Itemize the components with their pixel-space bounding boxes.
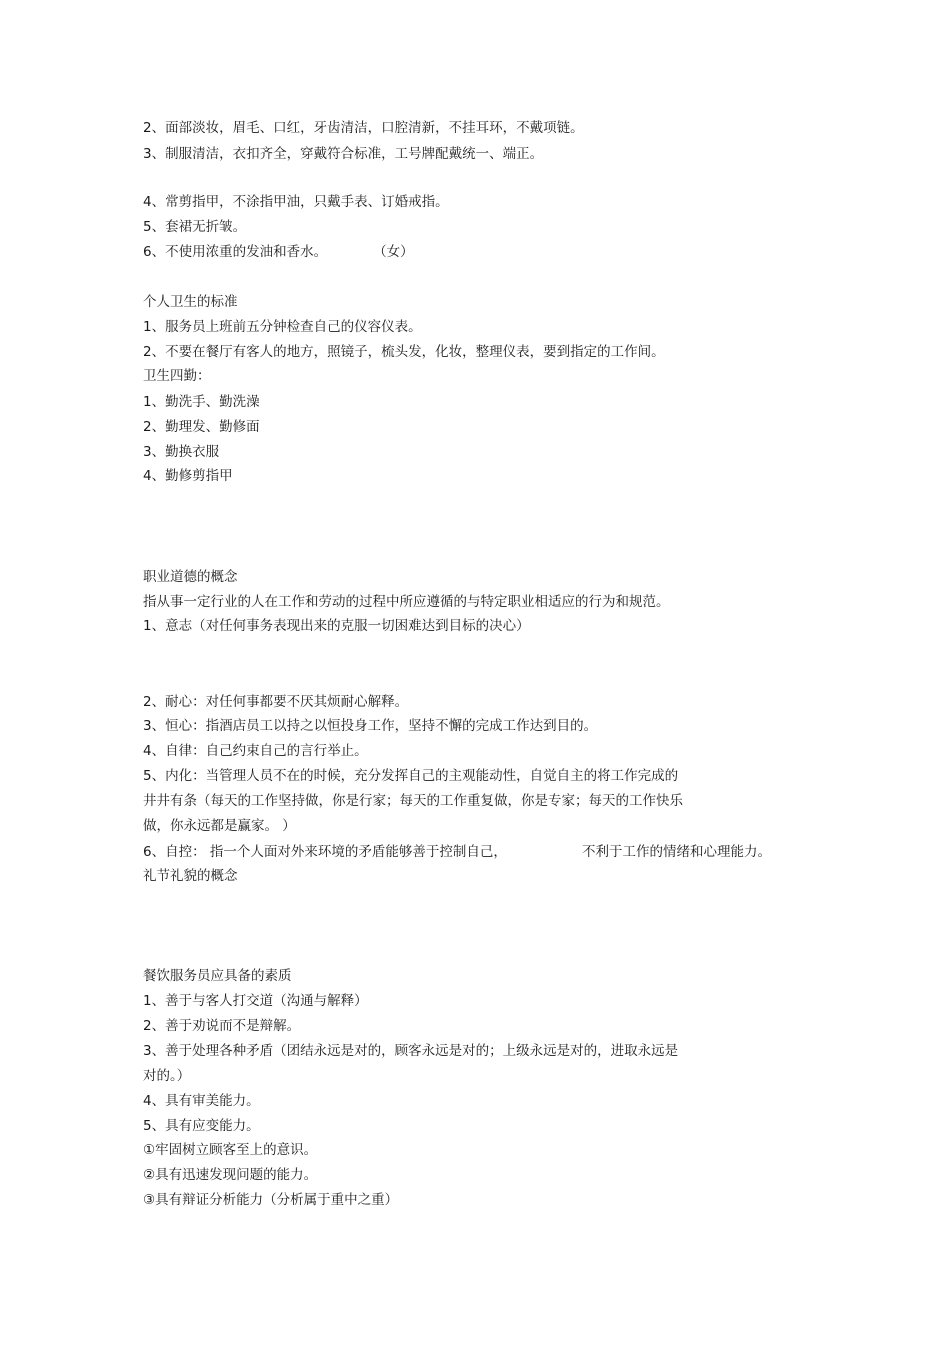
text-line: 3、制服清洁，衣扣齐全，穿戴符合标准，工号牌配戴统一、端正。 [143, 146, 544, 162]
text-segment: （女） [373, 244, 414, 260]
text-line [143, 243, 414, 261]
text-line: 2、面部淡妆，眉毛、口红，牙齿清洁，口腔清新，不挂耳环，不戴项链。 [143, 120, 584, 136]
text-line: 5、具有应变能力。 [143, 1118, 260, 1134]
text-line: 1、意志（对任何事务表现出来的克服一切困难达到目标的决心） [143, 618, 530, 634]
text-line: 指从事一定行业的人在工作和劳动的过程中所应遵循的与特定职业相适应的行为和规范。 [143, 594, 670, 610]
text-line: 3、恒心：指酒店员工以持之以恒投身工作，坚持不懈的完成工作达到目的。 [143, 718, 598, 734]
text-line: 不利于工作的情绪和心理能力。 [582, 844, 771, 860]
text-line: 2、耐心：对任何事都要不厌其烦耐心解释。 [143, 694, 409, 710]
text-line: 1、勤洗手、勤洗澡 [143, 394, 260, 410]
section-heading: 礼节礼貌的概念 [143, 868, 238, 884]
text-line: ①牢固树立顾客至上的意识。 [143, 1142, 318, 1158]
section-heading: 个人卫生的标准 [143, 294, 238, 310]
text-line: 4、常剪指甲，不涂指甲油，只戴手表、订婚戒指。 [143, 194, 449, 210]
text-line: 4、勤修剪指甲 [143, 468, 233, 484]
text-line: 2、不要在餐厅有客人的地方，照镜子，梳头发，化妆，整理仪表，要到指定的工作间。 [143, 344, 665, 360]
text-line: 3、善于处理各种矛盾（团结永远是对的，顾客永远是对的；上级永远是对的，进取永远是 [143, 1043, 679, 1059]
text-segment: 6、不使用浓重的发油和香水。 [143, 244, 328, 260]
text-line: 2、善于劝说而不是辩解。 [143, 1018, 301, 1034]
text-line: 5、内化：当管理人员不在的时候，充分发挥自己的主观能动性，自觉自主的将工作完成的 [143, 768, 679, 784]
text-line: 对的。） [143, 1068, 191, 1084]
text-line: 6、自控： 指一个人面对外来环境的矛盾能够善于控制自己， [143, 844, 507, 860]
text-line: 5、套裙无折皱。 [143, 219, 247, 235]
text-line: 井井有条（每天的工作坚持做，你是行家；每天的工作重复做，你是专家；每天的工作快乐 [143, 793, 683, 809]
section-subheading: 卫生四勤： [143, 368, 211, 384]
section-heading: 职业道德的概念 [143, 569, 238, 585]
text-line: ②具有迅速发现问题的能力。 [143, 1167, 318, 1183]
text-line: 2、勤理发、勤修面 [143, 419, 260, 435]
text-line: 做，你永远都是赢家。 ） [143, 818, 296, 834]
section-heading: 餐饮服务员应具备的素质 [143, 968, 292, 984]
text-line: ③具有辩证分析能力（分析属于重中之重） [143, 1192, 399, 1208]
text-line: 1、服务员上班前五分钟检查自己的仪容仪表。 [143, 319, 422, 335]
text-line: 1、善于与客人打交道（沟通与解释） [143, 993, 368, 1009]
text-line: 4、具有审美能力。 [143, 1093, 260, 1109]
text-line: 4、自律：自己约束自己的言行举止。 [143, 743, 368, 759]
text-line: 3、勤换衣服 [143, 444, 220, 460]
